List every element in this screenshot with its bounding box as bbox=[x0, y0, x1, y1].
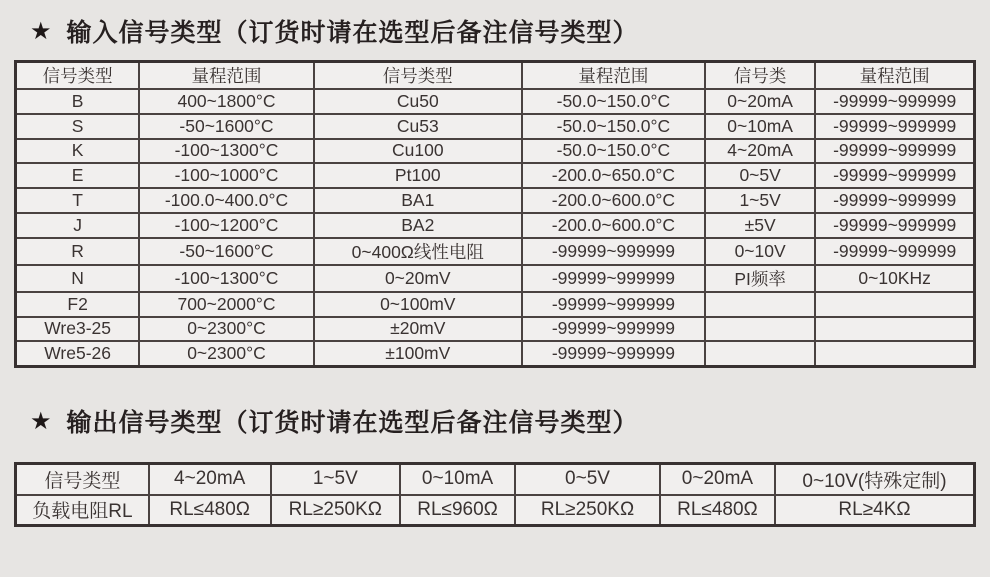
table-cell: -99999~999999 bbox=[522, 317, 705, 342]
table-cell: -200.0~600.0°C bbox=[522, 188, 705, 213]
table-cell: 0~5V bbox=[515, 464, 660, 495]
table-cell: RL≤480Ω bbox=[660, 495, 775, 526]
table-cell bbox=[815, 292, 974, 317]
table-cell: 0~5V bbox=[705, 163, 815, 188]
input-signal-table bbox=[14, 60, 976, 368]
table-cell: -99999~999999 bbox=[815, 238, 974, 265]
table-cell: -100.0~400.0°C bbox=[139, 188, 314, 213]
table-cell: ±5V bbox=[705, 213, 815, 238]
input-signal-section-title bbox=[30, 0, 990, 48]
table-cell bbox=[815, 341, 974, 366]
table-row bbox=[16, 139, 975, 164]
table-cell: Wre5-26 bbox=[16, 341, 140, 366]
table-cell: -99999~999999 bbox=[522, 292, 705, 317]
table-row bbox=[16, 213, 975, 238]
table-cell: -50~1600°C bbox=[139, 238, 314, 265]
table-cell: -99999~999999 bbox=[815, 163, 974, 188]
table-cell: -99999~999999 bbox=[522, 341, 705, 366]
table-row bbox=[16, 495, 975, 526]
table-cell: B bbox=[16, 89, 140, 114]
table-cell bbox=[705, 292, 815, 317]
table-cell: -99999~999999 bbox=[815, 89, 974, 114]
table-cell bbox=[705, 341, 815, 366]
table-cell: R bbox=[16, 238, 140, 265]
table-cell: 4~20mA bbox=[149, 464, 271, 495]
table-cell: 700~2000°C bbox=[139, 292, 314, 317]
table-cell: T bbox=[16, 188, 140, 213]
table-cell: -100~1000°C bbox=[139, 163, 314, 188]
table-cell: 0~2300°C bbox=[139, 317, 314, 342]
star-icon: ★ bbox=[30, 17, 53, 45]
table-cell: -99999~999999 bbox=[815, 188, 974, 213]
table-cell: 0~2300°C bbox=[139, 341, 314, 366]
table-cell: 负载电阻RL bbox=[16, 495, 149, 526]
table-cell: -50.0~150.0°C bbox=[522, 89, 705, 114]
table-row bbox=[16, 238, 975, 265]
table-cell: J bbox=[16, 213, 140, 238]
table-cell: 1~5V bbox=[705, 188, 815, 213]
table-cell: 信号类型 bbox=[16, 464, 149, 495]
column-header: 量程范围 bbox=[815, 62, 974, 90]
column-header: 信号类 bbox=[705, 62, 815, 90]
table-cell: -100~1200°C bbox=[139, 213, 314, 238]
table-cell: PI频率 bbox=[705, 265, 815, 292]
table-cell: -99999~999999 bbox=[522, 265, 705, 292]
table-row bbox=[16, 114, 975, 139]
table-cell: Wre3-25 bbox=[16, 317, 140, 342]
table-cell: RL≥250KΩ bbox=[515, 495, 660, 526]
table-cell: K bbox=[16, 139, 140, 164]
table-row bbox=[16, 464, 975, 495]
table-cell: -99999~999999 bbox=[815, 139, 974, 164]
table-cell: -200.0~600.0°C bbox=[522, 213, 705, 238]
column-header: 信号类型 bbox=[314, 62, 522, 90]
table-cell: Cu50 bbox=[314, 89, 522, 114]
table-cell: ±20mV bbox=[314, 317, 522, 342]
table-cell bbox=[815, 317, 974, 342]
table-cell: S bbox=[16, 114, 140, 139]
table-cell: -100~1300°C bbox=[139, 265, 314, 292]
table-cell: 1~5V bbox=[271, 464, 400, 495]
table-cell: -99999~999999 bbox=[815, 213, 974, 238]
table-cell: 0~20mA bbox=[705, 89, 815, 114]
table-cell: N bbox=[16, 265, 140, 292]
table-cell: -50~1600°C bbox=[139, 114, 314, 139]
table-cell: Cu100 bbox=[314, 139, 522, 164]
table-cell: 0~10mA bbox=[705, 114, 815, 139]
table-cell: RL≥250KΩ bbox=[271, 495, 400, 526]
table-cell: RL≥4KΩ bbox=[775, 495, 975, 526]
output-signal-section-title bbox=[30, 404, 990, 438]
table-row bbox=[16, 317, 975, 342]
output-signal-title-text: 输出信号类型（订货时请在选型后备注信号类型） bbox=[66, 409, 639, 438]
table-row bbox=[16, 265, 975, 292]
table-row bbox=[16, 341, 975, 366]
table-cell: RL≤960Ω bbox=[400, 495, 515, 526]
table-cell: -200.0~650.0°C bbox=[522, 163, 705, 188]
table-cell: 0~20mA bbox=[660, 464, 775, 495]
table-cell: BA2 bbox=[314, 213, 522, 238]
input-table-header-row bbox=[16, 62, 975, 90]
table-cell: F2 bbox=[16, 292, 140, 317]
table-row bbox=[16, 188, 975, 213]
table-cell: 400~1800°C bbox=[139, 89, 314, 114]
input-signal-title-text: 输入信号类型（订货时请在选型后备注信号类型） bbox=[66, 19, 639, 47]
output-table-body bbox=[16, 464, 975, 526]
table-row bbox=[16, 89, 975, 114]
table-cell bbox=[705, 317, 815, 342]
table-cell: -50.0~150.0°C bbox=[522, 114, 705, 139]
column-header: 量程范围 bbox=[522, 62, 705, 90]
table-cell: -99999~999999 bbox=[522, 238, 705, 265]
table-cell: 0~100mV bbox=[314, 292, 522, 317]
table-cell: 0~10mA bbox=[400, 464, 515, 495]
table-cell: BA1 bbox=[314, 188, 522, 213]
table-cell: 4~20mA bbox=[705, 139, 815, 164]
table-cell: 0~10V bbox=[705, 238, 815, 265]
table-cell: -99999~999999 bbox=[815, 114, 974, 139]
table-cell: 0~10V(特殊定制) bbox=[775, 464, 975, 495]
table-row bbox=[16, 292, 975, 317]
column-header: 量程范围 bbox=[139, 62, 314, 90]
table-cell: -50.0~150.0°C bbox=[522, 139, 705, 164]
star-icon: ★ bbox=[30, 407, 53, 435]
table-cell: -100~1300°C bbox=[139, 139, 314, 164]
table-cell: Cu53 bbox=[314, 114, 522, 139]
table-cell: 0~10KHz bbox=[815, 265, 974, 292]
table-cell: E bbox=[16, 163, 140, 188]
column-header: 信号类型 bbox=[16, 62, 140, 90]
output-signal-table bbox=[14, 462, 976, 527]
table-cell: 0~400Ω线性电阻 bbox=[314, 238, 522, 265]
table-cell: RL≤480Ω bbox=[149, 495, 271, 526]
table-cell: 0~20mV bbox=[314, 265, 522, 292]
table-cell: ±100mV bbox=[314, 341, 522, 366]
table-row bbox=[16, 163, 975, 188]
table-cell: Pt100 bbox=[314, 163, 522, 188]
input-table-body bbox=[16, 89, 975, 367]
